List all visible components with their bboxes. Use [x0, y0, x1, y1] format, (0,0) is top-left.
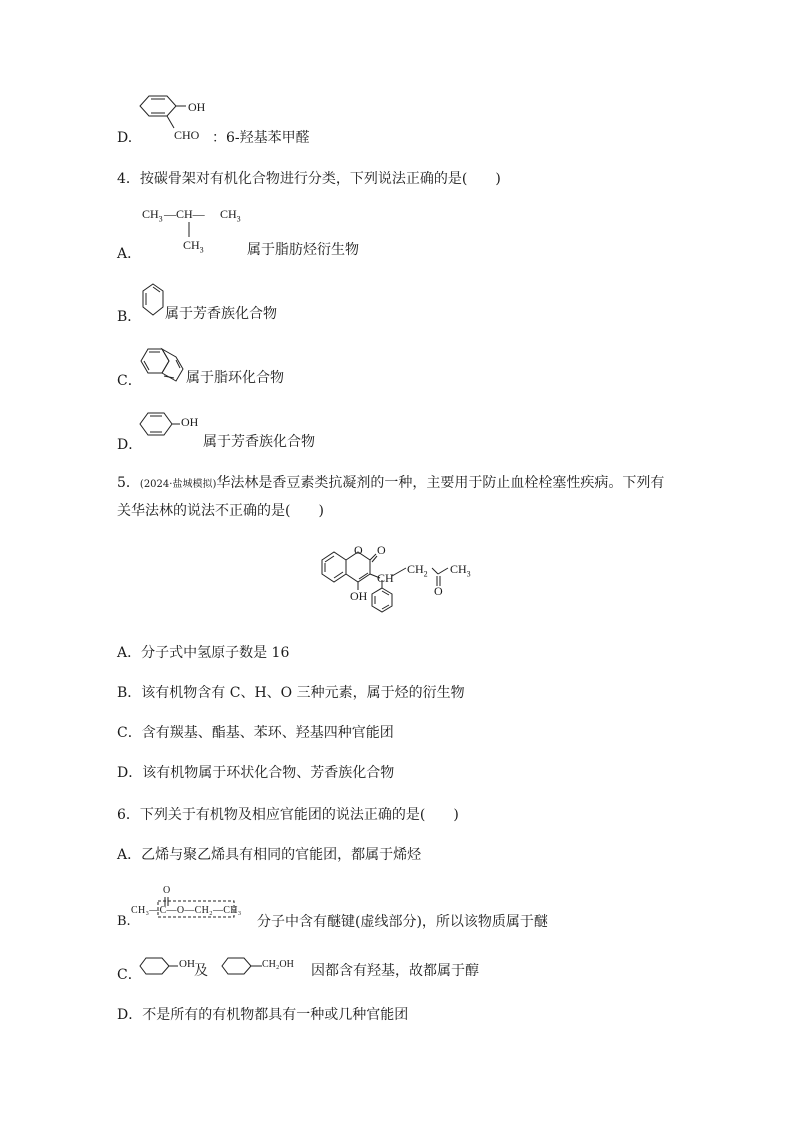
option-label: B. [117, 914, 131, 929]
q5-option-b: B．该有机物含有 C、H、O 三种元素，属于烃的衍生物 [117, 685, 465, 701]
oh-group: OH [188, 100, 206, 114]
warfarin-skeleton [320, 540, 490, 630]
option-text: 因都含有羟基，故都属于醇 [311, 963, 479, 979]
option-text: 属于脂环化合物 [186, 370, 284, 386]
option-label: D． [117, 437, 143, 453]
ring-oxygen: O [354, 543, 363, 557]
ch3-group: $CH_3$ [450, 562, 471, 579]
option-label: A． [117, 246, 142, 262]
phenol-structure [140, 957, 180, 977]
stem-text: 华法林是香豆素类抗凝剂的一种，主要用于防止血栓栓塞性疾病。下列有 [216, 475, 665, 491]
option-label: B． [117, 309, 142, 325]
question-4-stem: 4．按碳骨架对有机化合物进行分类，下列说法正确的是( ) [117, 171, 501, 187]
option-label: C． [117, 967, 142, 983]
ch2-group: $CH_2$ [407, 562, 428, 579]
ch-group: CH [377, 571, 394, 585]
question-number: 5． [117, 475, 140, 491]
ester-formula: CH₃—C—O—CH₂—CH₃ [131, 905, 242, 916]
oh-group: OH [179, 958, 195, 970]
carbonyl-oxygen: O [163, 885, 171, 896]
q5-option-a: A．分子式中氢原子数是 16 [117, 645, 290, 661]
option-text: 分子中含有醚键(虚线部分)，所以该物质属于醚 [257, 914, 548, 930]
ch3-bottom: $CH_3$ [183, 238, 204, 255]
q5-option-d: D．该有机物属于环状化合物、芳香族化合物 [117, 765, 395, 781]
naphthalene-structure [140, 347, 188, 383]
option-text: 属于芳香族化合物 [203, 434, 315, 450]
question-5-stem-line2: 关华法林的说法不正确的是( ) [117, 503, 324, 519]
ester-bonds [150, 886, 260, 922]
q5-option-c: C．含有羰基、酯基、苯环、羟基四种官能团 [117, 725, 394, 741]
carbonyl-oxygen: O [377, 543, 386, 557]
connector-text: 及 [194, 963, 208, 979]
option-text: 属于脂肪烃衍生物 [247, 242, 359, 258]
question-5-stem-line1 [117, 474, 664, 494]
ch3-left: $CH_3$ [142, 207, 163, 224]
hydroxyl-group: OH [350, 589, 368, 603]
ch2oh-group: CH₂OH [262, 959, 294, 970]
q6-option-a: A．乙烯与聚乙烯具有相同的官能团，都属于烯烃 [117, 847, 422, 863]
ch3-right: $CH_3$ [220, 207, 241, 224]
option-label: D. [117, 130, 133, 146]
ch-center: —CH— [164, 207, 205, 221]
option-text: 属于芳香族化合物 [165, 306, 277, 322]
question-source: (2024·盐城模拟) [139, 479, 217, 490]
ketone-oxygen: O [434, 584, 443, 598]
oh-group: OH [181, 415, 199, 429]
phenol-structure [140, 411, 184, 441]
option-label: C． [117, 373, 142, 389]
option-text: ：6-羟基苯甲醛 [212, 130, 310, 146]
cyclohexadiene-structure [142, 283, 166, 319]
q6-option-d: D．不是所有的有机物都具有一种或几种官能团 [117, 1007, 409, 1023]
vertical-bond [188, 222, 190, 238]
cho-group: CHO [174, 128, 200, 142]
question-6-stem: 6．下列关于有机物及相应官能团的说法正确的是( ) [117, 807, 459, 823]
